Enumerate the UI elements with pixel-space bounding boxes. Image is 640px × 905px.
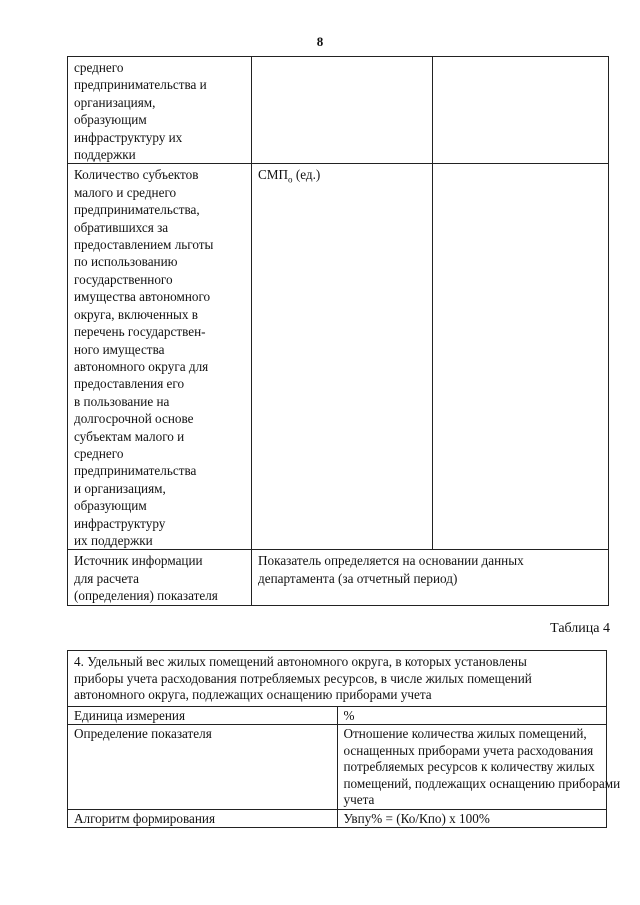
indicator-subscript: о (288, 175, 293, 186)
text-line: по использованию (74, 254, 178, 270)
row-label: Единица измерения (68, 706, 338, 725)
text-line: оснащенных приборами учета расходования (343, 742, 594, 758)
table-row (68, 725, 607, 810)
text-line: среднего (74, 60, 124, 75)
text-line: в пользование на (74, 393, 170, 409)
text-line: имущества автономного (74, 289, 211, 305)
indicator-name (68, 164, 252, 550)
text-line: предоставления его (74, 376, 185, 392)
page-number: 8 (316, 34, 324, 49)
indicator-table-3 (67, 56, 609, 606)
indicator-header (68, 651, 607, 707)
empty-cell (433, 57, 609, 164)
text-line: образующим (74, 112, 147, 128)
text-line: автономного округа, подлежащих оснащению приборами учета (74, 687, 432, 702)
empty-cell (433, 164, 609, 550)
text-line: государственного (74, 271, 173, 287)
text-line: малого и среднего (74, 184, 177, 200)
text-line: Источник информации (74, 553, 203, 569)
text-line: их поддержки (74, 532, 153, 548)
text-line: субъектам малого и (74, 428, 185, 444)
source-label (68, 550, 252, 605)
table-row (68, 57, 609, 164)
row-value (337, 706, 607, 725)
text-line: автономного округа для (74, 358, 209, 374)
indicator-unit: (ед.) (292, 167, 321, 183)
table-row (68, 651, 607, 707)
text-line: инфраструктуру их (74, 129, 183, 145)
text-line: 4. Удельный вес жилых помещений автономного округа, в которых установлены (74, 654, 527, 669)
table-row (68, 550, 609, 605)
text-line: инфраструктуру (74, 515, 166, 531)
text-line: приборы учета расходования потребляемых ресурсов, в числе жилых помещений (74, 670, 532, 686)
text-line: предпринимательства, (74, 202, 200, 218)
text-line: организациям, (74, 94, 156, 110)
text-line: потребляемых ресурсов к количеству жилых (343, 759, 595, 774)
text-line: (определения) показателя (74, 588, 218, 604)
indicator-symbol: СМП (258, 167, 289, 183)
text-line: поддержки (74, 147, 136, 163)
row-label: Алгоритм формирования (68, 809, 338, 828)
text-line: предпринимательства и (74, 77, 207, 93)
indicator-symbol-cell (252, 164, 433, 550)
table-caption: Таблица 4 (550, 621, 610, 636)
text-line: % (343, 707, 355, 723)
text-line: обратившихся за (74, 219, 169, 235)
text-line: предоставлением льготы (74, 237, 214, 253)
text-line: для расчета (74, 570, 139, 586)
text-line: долгосрочной основе (74, 411, 194, 427)
text-line: помещений, подлежащих оснащению приборами (343, 775, 621, 791)
indicator-name-continued (68, 57, 252, 164)
table-row (68, 706, 607, 725)
table-row (68, 809, 607, 828)
text-line: перечень государствен- (74, 324, 206, 340)
text-line: ного имущества (74, 341, 165, 357)
text-line: округа, включенных в (74, 306, 199, 322)
text-line: Отношение количества жилых помещений, (343, 726, 587, 741)
text-line: и организациям, (74, 480, 166, 496)
row-label: Определение показателя (68, 725, 338, 810)
text-line: образующим (74, 498, 147, 514)
table-row (68, 164, 609, 550)
row-value (337, 725, 621, 810)
text-line: предпринимательства (74, 463, 197, 479)
formula: Увпу% = (Ко/Кпо) х 100% (343, 810, 490, 826)
text-line: среднего (74, 445, 124, 461)
row-value (337, 809, 607, 828)
indicator-table-4 (67, 650, 621, 828)
text-line: учета (343, 792, 375, 807)
source-value: Показатель определяется на основании данных департамента (за отчетный период) (252, 550, 609, 605)
text-line: Количество субъектов (74, 167, 199, 183)
empty-cell (252, 57, 433, 164)
